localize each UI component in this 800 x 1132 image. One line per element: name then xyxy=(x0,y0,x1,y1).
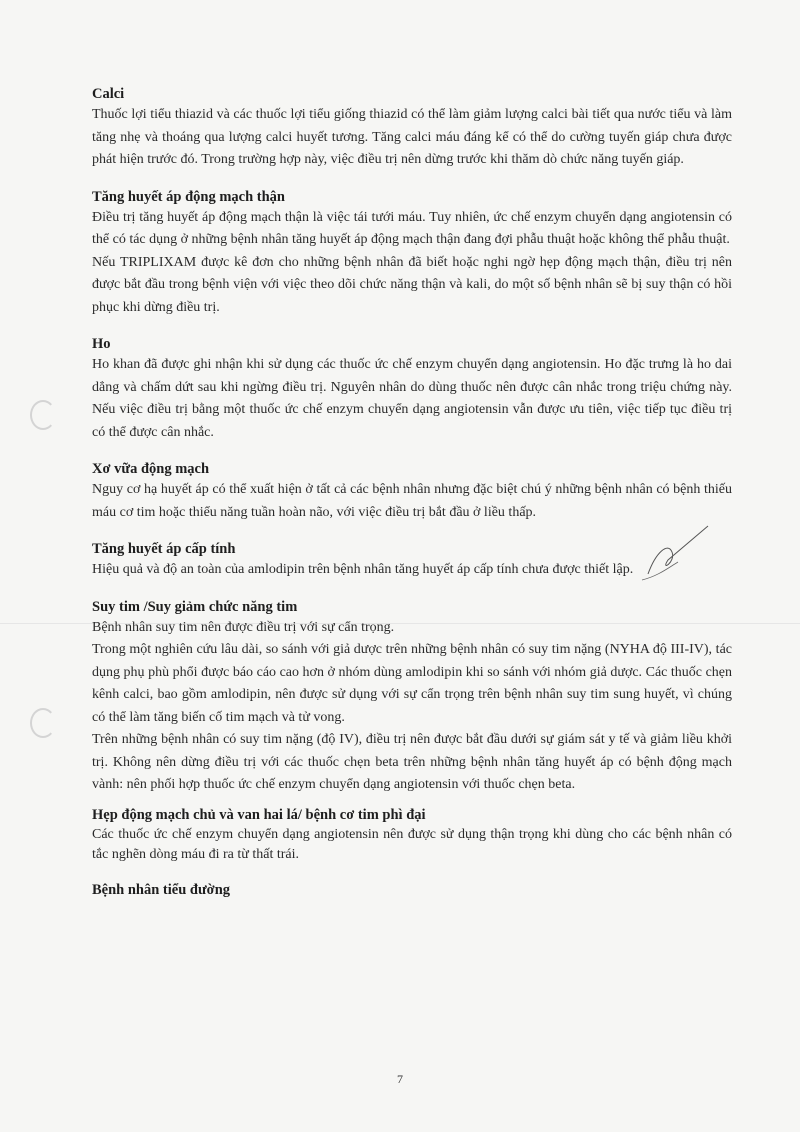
document-body xyxy=(92,84,732,915)
section-aortic-mitral-stenosis xyxy=(92,805,732,865)
paragraph: Trên những bệnh nhân có suy tim nặng (độ IV), điều trị nên được bắt đầu dưới sự giám sát y tế và giảm liều khởi trị. Không nên dừng điều trị với các thuốc chẹn beta trên những bệnh nhân tăng huyết áp có bệnh động mạch vành: nên phối hợp thuốc ức chế enzym chuyển dạng angiotensin với thuốc chẹn beta. xyxy=(92,732,732,792)
section-heading: Ho xyxy=(92,336,111,352)
punch-hole-bottom xyxy=(30,708,56,738)
paragraph: Nếu TRIPLIXAM được kê đơn cho những bệnh nhân đã biết hoặc nghi ngờ hẹp động mạch thận, điều trị nên được bắt đầu trong bệnh viện với việc theo dõi chức năng thận và kali, do một số bệnh nhân sẽ bị suy thận có hồi phục khi dừng điều trị. xyxy=(92,254,732,315)
section-atherosclerosis xyxy=(92,459,732,524)
section-heading: Tăng huyết áp cấp tính xyxy=(92,541,236,557)
section-heading: Tăng huyết áp động mạch thận xyxy=(92,188,285,205)
paragraph: Thuốc lợi tiểu thiazid và các thuốc lợi tiểu giống thiazid có thể làm giảm lượng calci bài tiết qua nước tiểu và làm tăng nhẹ và thoáng qua lượng calci huyết tương. Tăng calci máu đáng kể có thể do cường tuyến giáp chưa được phát hiện trước đó. Trong trường hợp này, việc điều trị nên dừng trước khi thăm dò chức năng tuyến giáp. xyxy=(92,107,732,167)
paragraph: Hiệu quả và độ an toàn của amlodipin trên bệnh nhân tăng huyết áp cấp tính chưa được thiết lập. xyxy=(92,562,634,577)
paragraph: Bệnh nhân suy tim nên được điều trị với sự cẩn trọng. xyxy=(92,619,395,635)
section-heading: Hẹp động mạch chủ và van hai lá/ bệnh cơ tim phì đại xyxy=(92,806,426,823)
section-heart-failure xyxy=(92,597,732,797)
section-calci xyxy=(92,84,732,172)
punch-hole-top xyxy=(30,400,56,430)
section-heading: Calci xyxy=(92,86,125,102)
section-renovascular-hypertension xyxy=(92,187,732,320)
section-heading: Bệnh nhân tiểu đường xyxy=(92,881,231,898)
paragraph: Các thuốc ức chế enzym chuyển dạng angiotensin nên được sử dụng thận trọng khi dùng cho các bệnh nhân có tắc nghẽn dòng máu đi ra từ thất trái. xyxy=(92,826,732,862)
paragraph: Nguy cơ hạ huyết áp có thể xuất hiện ở tất cả các bệnh nhân nhưng đặc biệt chú ý những bệnh nhân có bệnh thiếu máu cơ tim hoặc thiểu năng tuần hoàn não, với việc điều trị bắt đầu ở liều thấp. xyxy=(92,482,732,520)
section-cough xyxy=(92,334,732,444)
paragraph: Ho khan đã được ghi nhận khi sử dụng các thuốc ức chế enzym chuyển dạng angiotensin. Ho đặc trưng là ho dai dẳng và chấm dứt sau khi ngừng điều trị. Nguyên nhân do dùng thuốc nên được cân nhắc trong triệu chứng này. Nếu việc điều trị bằng một thuốc ức chế enzym chuyển dạng angiotensin vẫn được ưu tiên, việc tiếp tục điều trị có thể được cân nhắc. xyxy=(92,357,732,440)
page-number: 7 xyxy=(397,1072,403,1086)
paragraph: Điều trị tăng huyết áp động mạch thận là việc tái tưới máu. Tuy nhiên, ức chế enzym chuyển dạng angiotensin có thể có tác dụng ở những bệnh nhân tăng huyết áp động mạch thận đang đợi phẫu thuật hoặc không thể phẫu thuật. xyxy=(92,209,732,247)
section-heading: Suy tim /Suy giảm chức năng tim xyxy=(92,598,298,615)
section-hypertensive-crisis xyxy=(92,539,732,582)
section-diabetic-patients xyxy=(92,880,732,900)
section-heading: Xơ vữa động mạch xyxy=(92,461,210,477)
paragraph: Trong một nghiên cứu lâu dài, so sánh với giả dược trên những bệnh nhân có suy tim nặng (NYHA độ III-IV), tác dụng phụ phù phổi được báo cáo cao hơn ở nhóm dùng amlodipin khi so sánh với nhóm giả dược. Các thuốc chẹn kênh calci, bao gồm amlodipin, nên được sử dụng với sự cẩn trọng trên bệnh nhân suy tim sung huyết, vì chúng có thể làm tăng biến cố tim mạch và tử vong. xyxy=(92,642,732,725)
